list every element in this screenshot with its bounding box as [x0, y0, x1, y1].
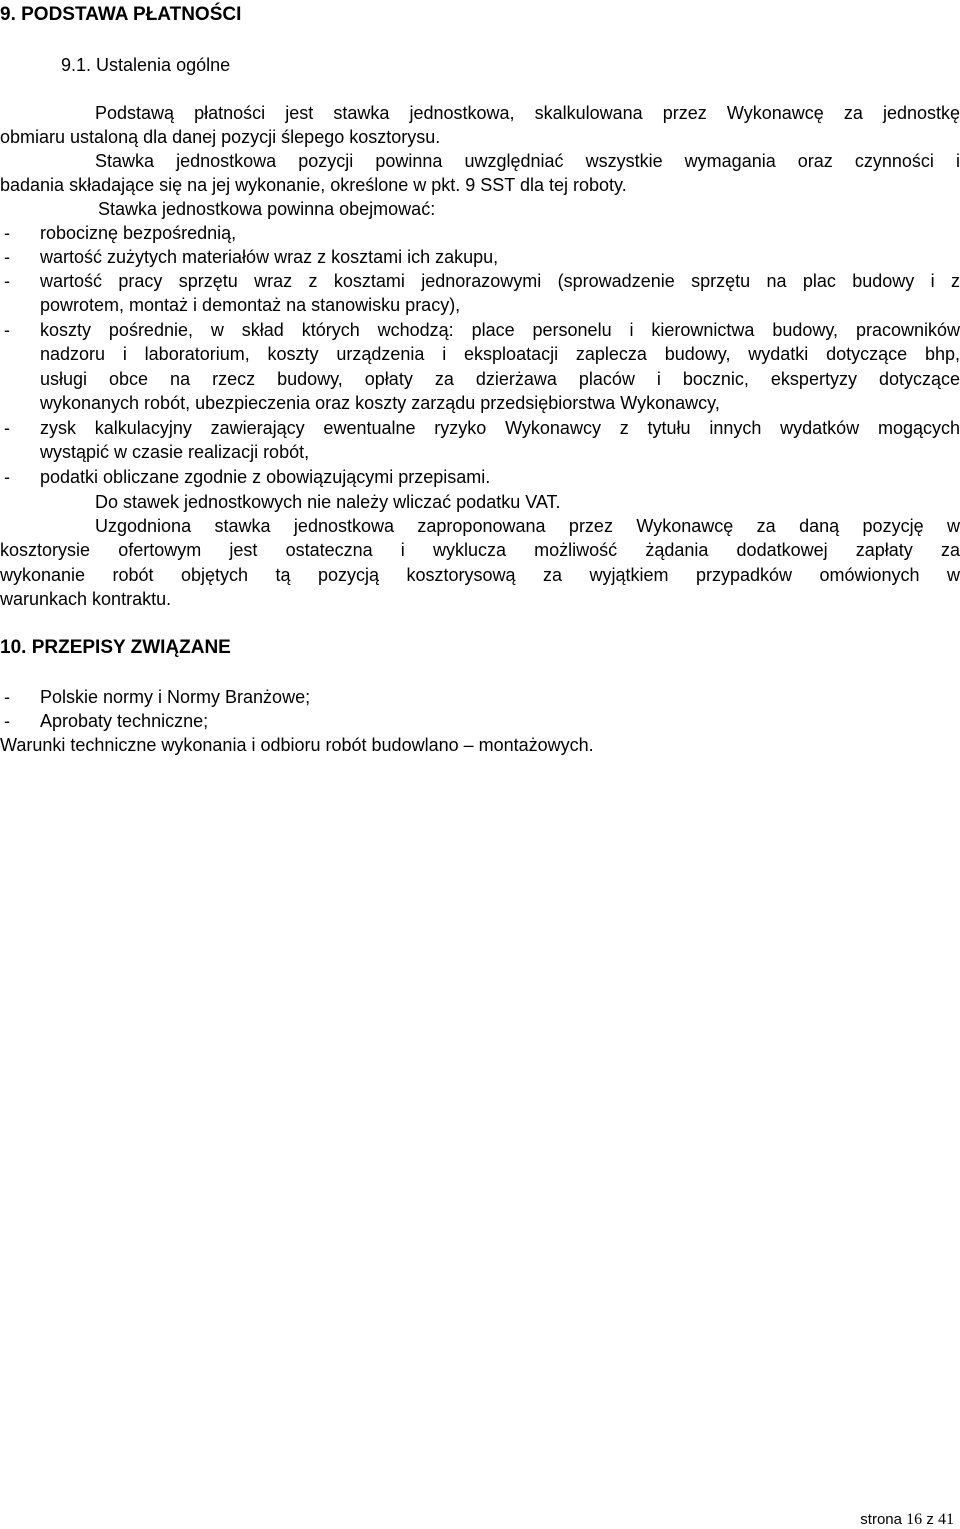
para1-line1: Podstawą płatności jest stawka jednostkowa, skalkulowana przez Wykonawcę za jednostkę	[95, 103, 960, 123]
list-item-text: robociznę bezpośrednią,	[40, 223, 237, 243]
list-item-text: wartość pracy sprzętu wraz z kosztami jednorazowymi (sprowadzenie sprzętu na plac budowy i z	[40, 271, 960, 291]
footer-page-total: 41	[938, 1511, 954, 1528]
footer-separator: z	[926, 1511, 934, 1528]
list-item-continuation: wystąpić w czasie realizacji robót,	[40, 442, 310, 462]
list-item-continuation: nadzoru i laboratorium, koszty urządzenia i eksploatacji zaplecza budowy, wydatki dotyczące bhp,	[40, 344, 960, 364]
para3-intro: Stawka jednostkowa powinna obejmować:	[98, 199, 436, 219]
list-dash: -	[4, 711, 10, 731]
list-dash: -	[4, 271, 10, 291]
para4-line3: wykonanie robót objętych tą pozycją kosztorysową za wyjątkiem przypadków omówionych w	[0, 565, 960, 585]
final-line: Warunki techniczne wykonania i odbioru robót budowlano – montażowych.	[0, 735, 594, 755]
footer-prefix: strona	[860, 1511, 902, 1528]
para1-line2: obmiaru ustaloną dla danej pozycji ślepego kosztorysu.	[0, 127, 441, 147]
list-item-continuation: wykonanych robót, ubezpieczenia oraz koszty zarządu przedsiębiorstwa Wykonawcy,	[40, 393, 720, 413]
list-item-text: podatki obliczane zgodnie z obowiązującymi przepisami.	[40, 467, 491, 487]
section-9-heading: 9. PODSTAWA PŁATNOŚCI	[0, 4, 242, 25]
footer-page-number: 16	[906, 1511, 923, 1528]
para2-line2: badania składające się na jej wykonanie, określone w pkt. 9 SST dla tej roboty.	[0, 175, 627, 195]
list-dash: -	[4, 320, 10, 340]
page-footer	[860, 1511, 954, 1529]
list-dash: -	[4, 418, 10, 438]
list-item-text: zysk kalkulacyjny zawierający ewentualne ryzyko Wykonawcy z tytułu innych wydatków mogących	[40, 418, 960, 438]
list-dash: -	[4, 687, 10, 707]
list-item-continuation: powrotem, montaż i demontaż na stanowisku pracy),	[40, 295, 461, 315]
para4-line2: kosztorysie ofertowym jest ostateczna i wyklucza możliwość żądania dodatkowej zapłaty za	[0, 540, 960, 560]
list-item-continuation: usługi obce na rzecz budowy, opłaty za dzierżawa placów i bocznic, ekspertyzy dotyczące	[40, 369, 960, 389]
vat-note: Do stawek jednostkowych nie należy wliczać podatku VAT.	[95, 492, 561, 512]
list-item-text: koszty pośrednie, w skład których wchodzą: place personelu i kierownictwa budowy, pracowników	[40, 320, 960, 340]
list-dash: -	[4, 247, 10, 267]
list-item-text: wartość zużytych materiałów wraz z kosztami ich zakupu,	[40, 247, 499, 267]
list-dash: -	[4, 223, 10, 243]
para4-line4: warunkach kontraktu.	[0, 589, 172, 609]
para4-line1: Uzgodniona stawka jednostkowa zaproponowana przez Wykonawcę za daną pozycję w	[95, 516, 960, 536]
para2-line1: Stawka jednostkowa pozycji powinna uwzględniać wszystkie wymagania oraz czynności i	[95, 151, 960, 171]
section-10-heading: 10. PRZEPISY ZWIĄZANE	[0, 637, 231, 658]
list-dash: -	[4, 467, 10, 487]
section-9-1-heading: 9.1. Ustalenia ogólne	[61, 55, 231, 75]
list-item-text: Aprobaty techniczne;	[40, 711, 209, 731]
list-item-text: Polskie normy i Normy Branżowe;	[40, 687, 311, 707]
